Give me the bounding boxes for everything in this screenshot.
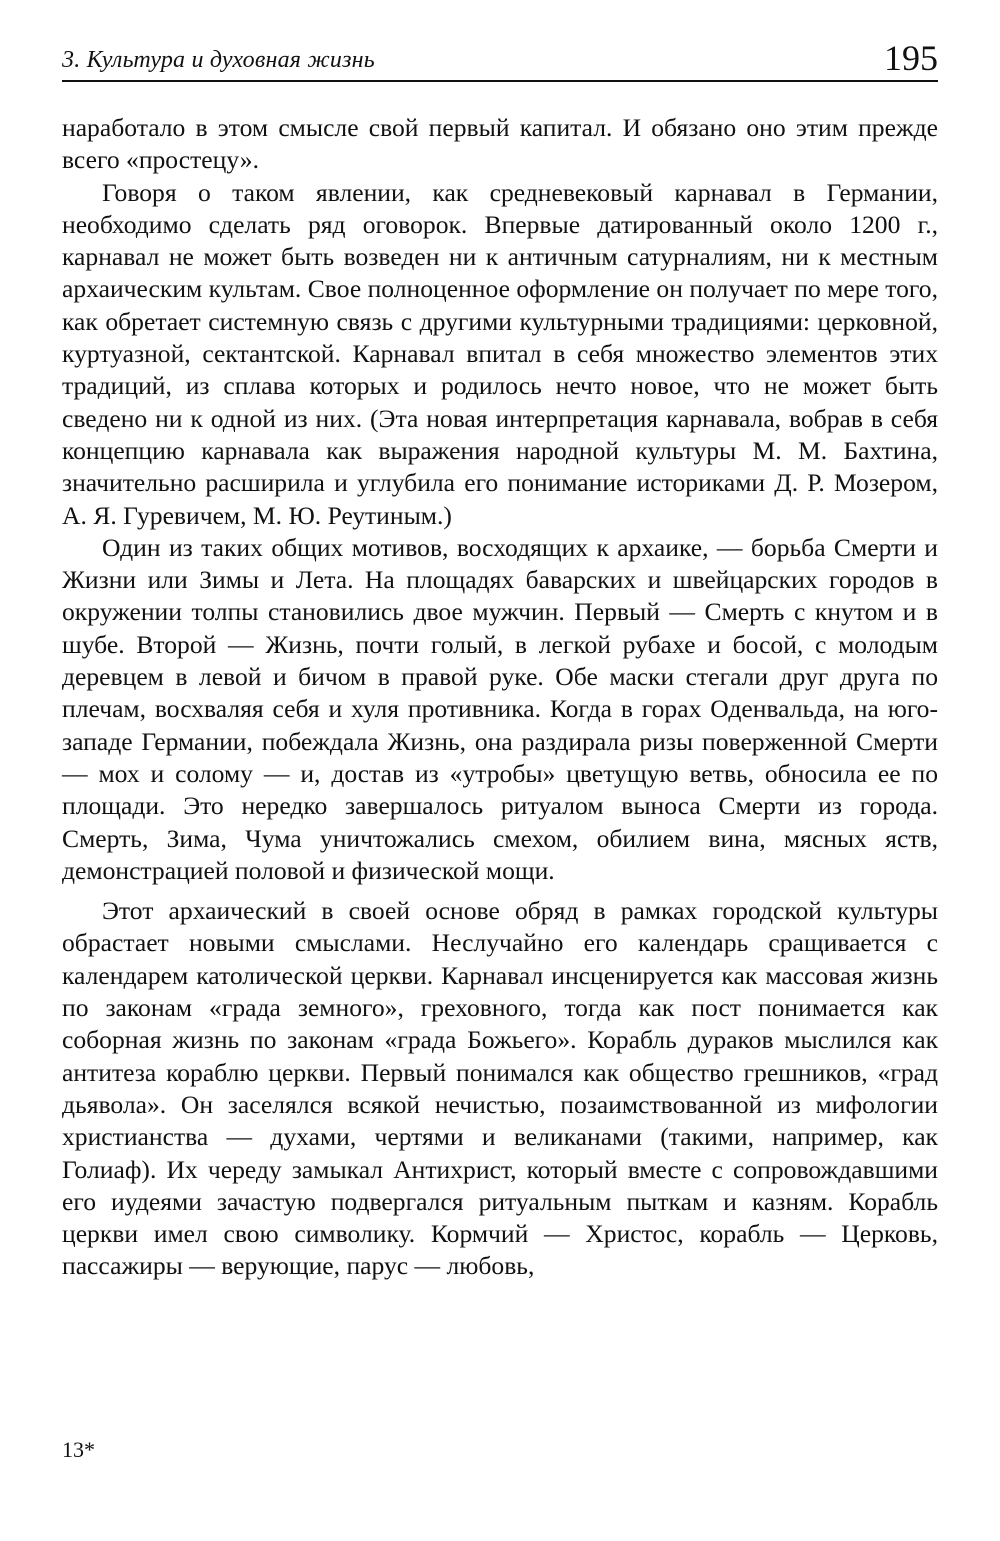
paragraph: Говоря о таком явлении, как средневековый карнавал в Германии, необходимо сделать ряд оговорок. Впервые датированный около 1200 г., карнавал не может быть возведен ни к античным сатурналиям, ни к местным архаическим культам. Свое полноценное оформление он получает по мере того, как обретает системную связь с другими культурными традициями: церковной, куртуазной, сектантской. Карнавал впитал в себя множество элементов этих традиций, из сплава которых и родилось нечто новое, что не может быть сведено ни к одной из них. (Эта новая интерпретация карнавала, вобрав в себя концепцию карнавала как выражения народной культуры М. М. Бахтина, значительно расширила и углубила его понимание историками Д. Р. Мозером, А. Я. Гуревичем, М. Ю. Реутиным.) (62, 177, 938, 530)
printer-signature-mark: 13* (62, 1437, 95, 1462)
paragraph: Один из таких общих мотивов, восходящих к архаике, — борьба Смерти и Жизни или Зимы и Лета. На площадях баварских и швейцарских городов в окружении толпы становились двое мужчин. Первый — Смерть с кнутом и в шубе. Второй — Жизнь, почти голый, в легкой рубахе и босой, с молодым деревцем в левой и бичом в правой руке. Обе маски стегали друг друга по плечам, восхваляя себя и хуля противника. Когда в горах Оденвальда, на юго-западе Германии, побеждала Жизнь, она раздирала ризы поверженной Смерти — мох и солому — и, достав из «утробы» цветущую ветвь, обносила ее по площади. Это нередко завершалось ритуалом выноса Смерти из города. Смерть, Зима, Чума уничтожались смехом, обилием вина, мясных яств, демонстрацией половой и физической мощи. (62, 532, 938, 885)
running-header (62, 30, 938, 82)
paragraph-continued: наработало в этом смысле свой первый капитал. И обязано оно этим прежде всего «простецу». (62, 113, 938, 175)
running-title: 3. Культура и духовная жизнь (62, 47, 375, 73)
book-page (62, 30, 938, 1283)
body-text (62, 112, 938, 1283)
paragraph: Этот архаический в своей основе обряд в рамках городской культуры обрастает новыми смыслами. Неслучайно его календарь сращивается с календарем католической церкви. Карнавал инсценируется как массовая жизнь по законам «града земного», греховного, тогда как пост понимается как соборная жизнь по законам «града Божьего». Корабль дураков мыслился как антитеза кораблю церкви. Первый понимался как общество грешников, «град дьявола». Он заселялся всякой нечистью, позаимствованной из мифологии христианства — духами, чертями и великанами (такими, например, как Голиаф). Их череду замыкал Антихрист, который вместе с сопровождавшими его иудеями зачастую подвергался ритуальным пыткам и казням. Корабль церкви имел свою символику. Кормчий — Христос, корабль — Церковь, пассажиры — верующие, парус — любовь, (62, 896, 938, 1281)
page-number: 195 (884, 38, 938, 78)
